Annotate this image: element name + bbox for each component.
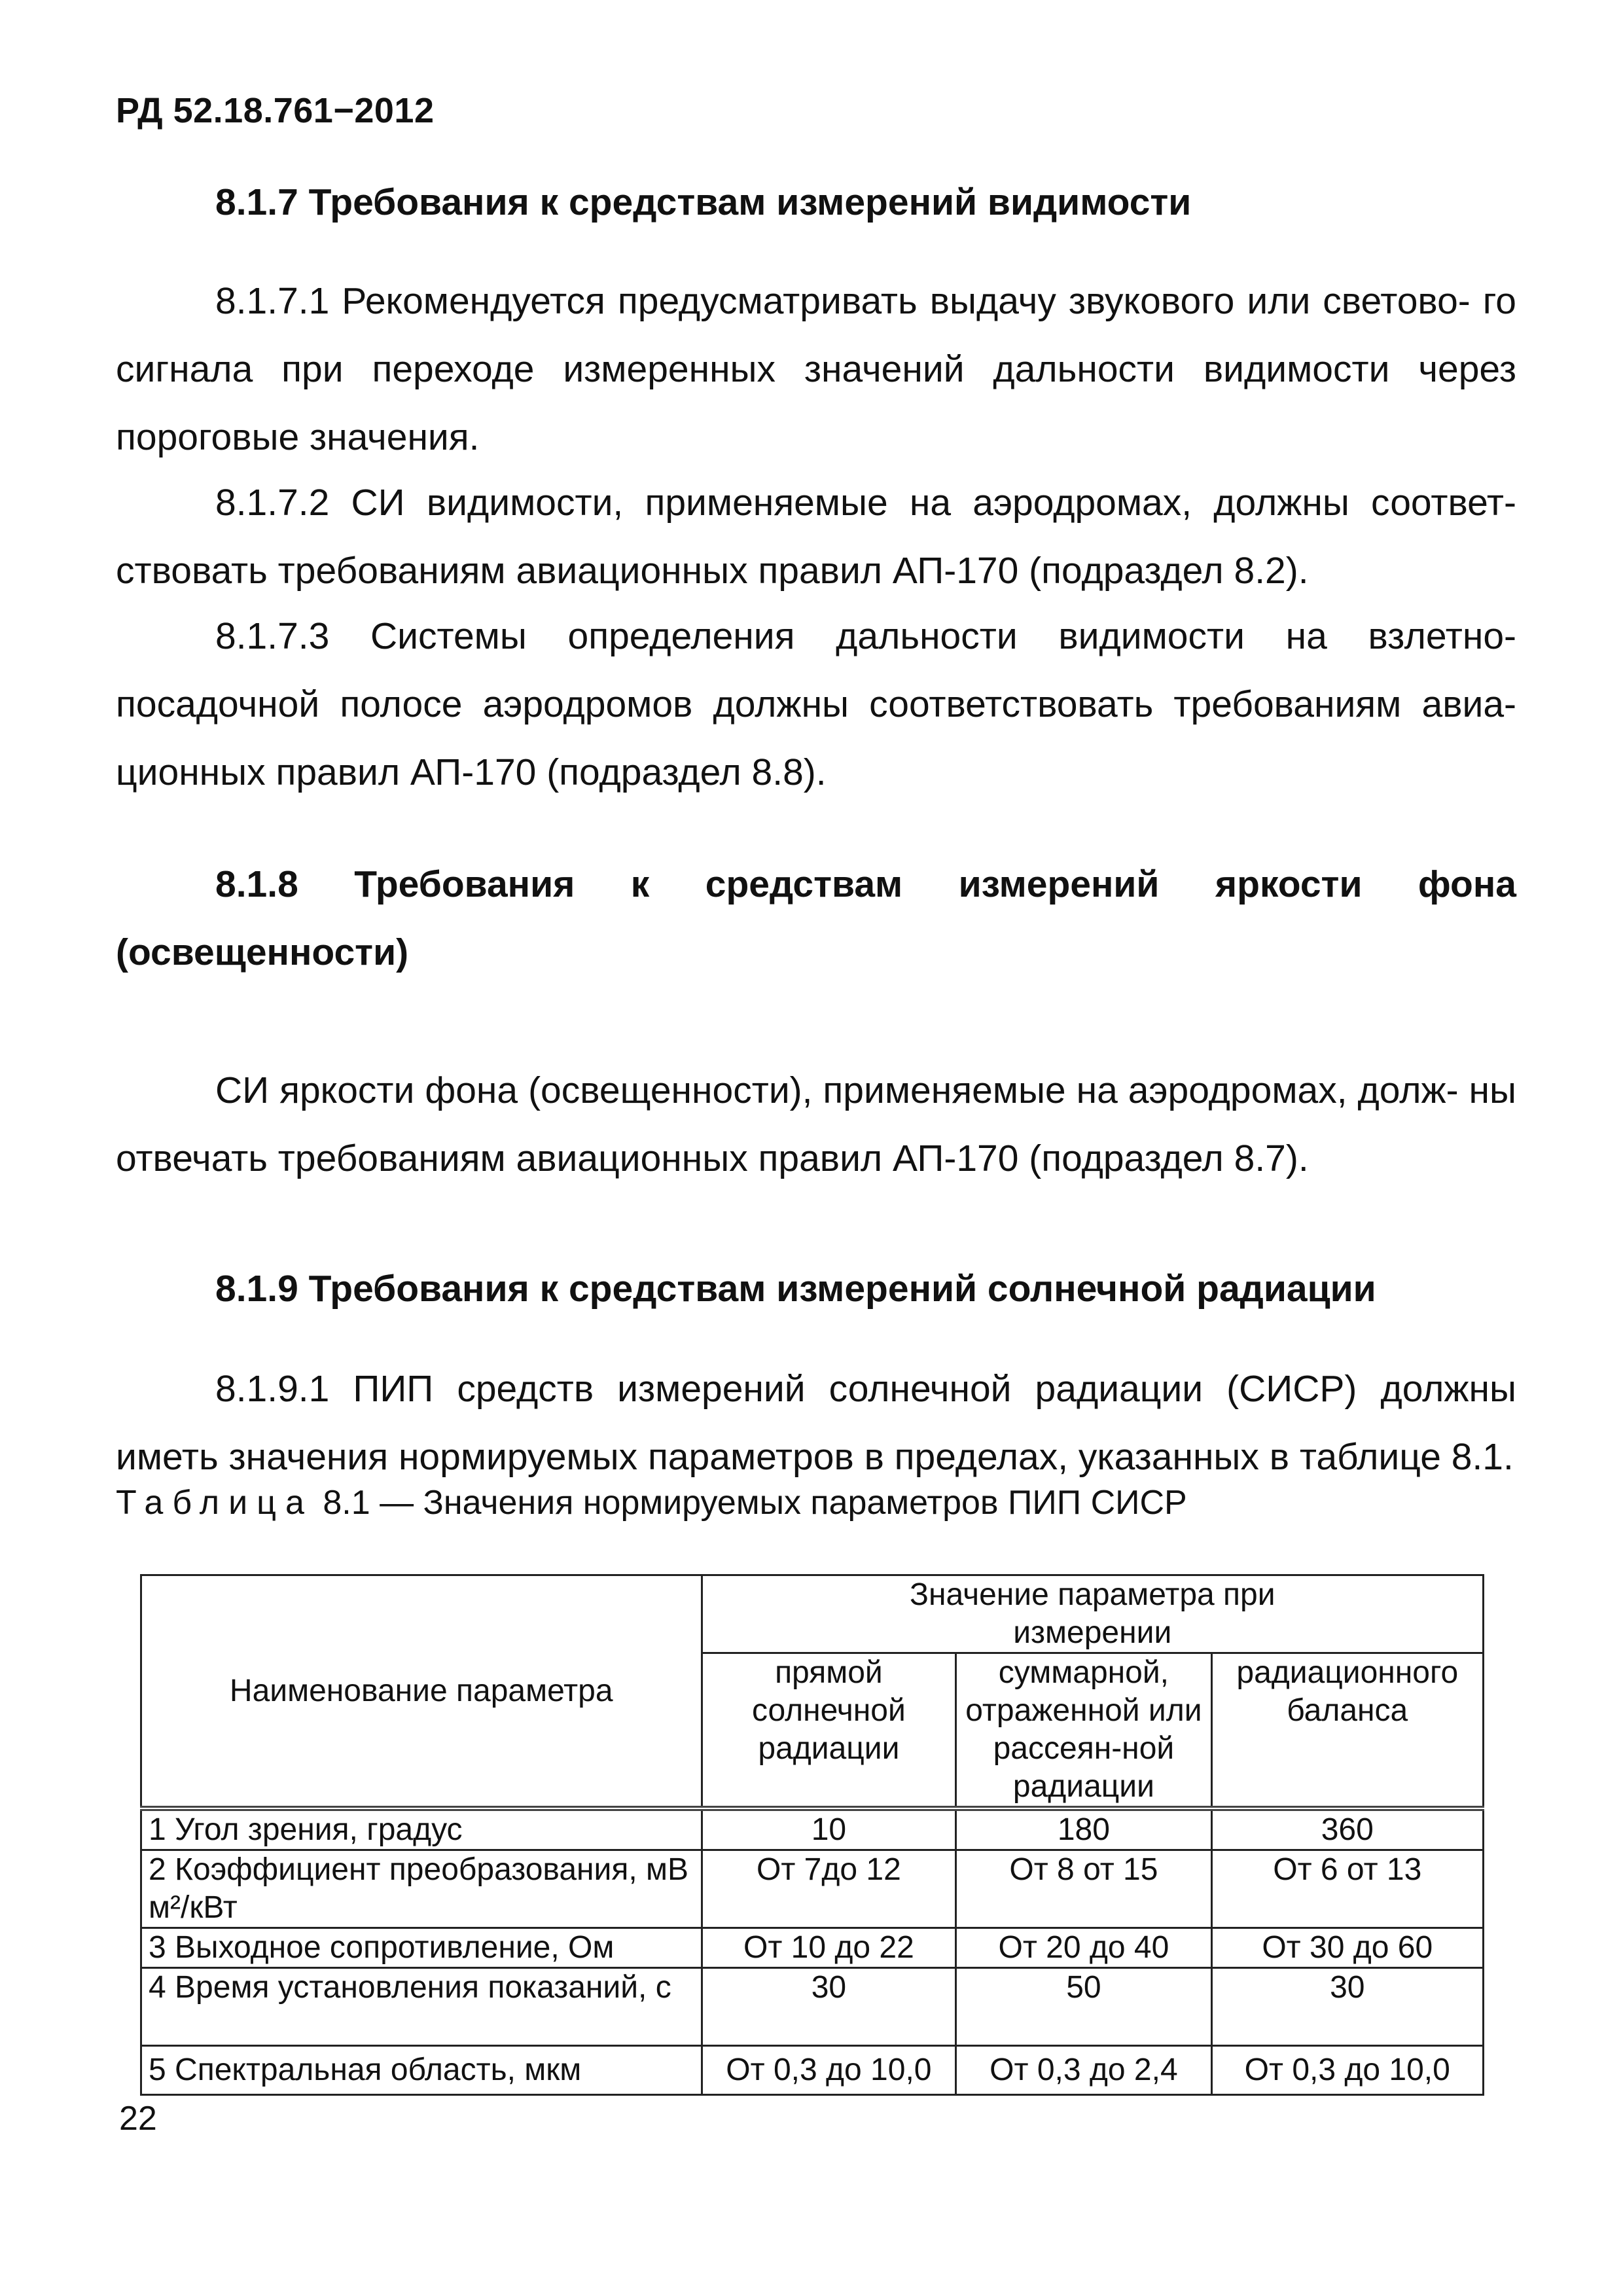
table-row [141, 1808, 1484, 1850]
row-value-total: От 8 от 15 [956, 1850, 1211, 1928]
paragraph-rest: ствовать требованиям авиационных правил АП-170 (подраздел 8.2). [116, 550, 1309, 592]
section-8-1-9-title: 8.1.9 Требования к средствам измерений солнечной радиации [215, 1268, 1376, 1310]
paragraph-lead: 8.1.7.3 Системы определения дальности видимости на взлетно- [215, 615, 1516, 657]
row-value-direct: От 0,3 до 10,0 [702, 2046, 956, 2095]
row-value-balance: От 30 до 60 [1211, 1928, 1483, 1968]
section-8-1-8-title: 8.1.8 Требования к средствам измерений яркости фона [215, 863, 1516, 905]
table-row [141, 1928, 1484, 1968]
table-caption [116, 1483, 1187, 1522]
paragraph-lead: СИ яркости фона (освещенности), применяемые на аэродромах, долж- [215, 1069, 1459, 1111]
row-value-direct: От 10 до 22 [702, 1928, 956, 1968]
table-row [141, 2046, 1484, 2095]
header-parameter-name: Наименование параметра [141, 1575, 702, 1809]
header-direct-radiation: прямой солнечной радиации [702, 1653, 956, 1809]
paragraph-8-1-9-1 [116, 1355, 1516, 1491]
paragraph-rest: иметь значения нормируемых параметров в пределах, указанных в таблице 8.1. [116, 1436, 1514, 1478]
table-caption-text: 8.1 — Значения нормируемых параметров ПИП СИСР [323, 1484, 1187, 1522]
section-8-1-7-title: 8.1.7 Требования к средствам измерений видимости [215, 181, 1192, 223]
row-value-balance: 30 [1211, 1968, 1483, 2046]
paragraph-lead: 8.1.7.2 СИ видимости, применяемые на аэродромах, должны соответ- [215, 482, 1516, 524]
header-radiation-balance: радиационного баланса [1211, 1653, 1483, 1809]
row-name: 2 Коэффициент преобразования, мВ м²/кВт [141, 1850, 702, 1928]
row-value-balance: От 6 от 13 [1211, 1850, 1483, 1928]
row-value-total: 50 [956, 1968, 1211, 2046]
paragraph-rest: ны отвечать требованиям авиационных правил АП-170 (подраздел 8.7). [116, 1069, 1516, 1179]
row-value-total: От 20 до 40 [956, 1928, 1211, 1968]
header-total-radiation: суммарной, отраженной или рассеян-ной радиации [956, 1653, 1211, 1809]
row-value-direct: 30 [702, 1968, 956, 2046]
header-value-group: Значение параметра при измерении [702, 1575, 1484, 1653]
row-value-balance: От 0,3 до 10,0 [1211, 2046, 1483, 2095]
parameters-table [140, 1574, 1484, 2096]
paragraph-8-1-7-2 [116, 469, 1516, 605]
document-id: РД 52.18.761−2012 [116, 91, 435, 130]
table-caption-word: Таблица [116, 1484, 313, 1522]
paragraph-8-1-7-1 [116, 267, 1516, 471]
paragraph-8-1-7-3 [116, 602, 1516, 806]
table-row [141, 1850, 1484, 1928]
paragraph-lead: 8.1.9.1 ПИП средств измерений солнечной радиации (СИСР) должны [215, 1368, 1516, 1410]
paragraph-rest: посадочной полосе аэродромов должны соответствовать требованиям авиа-ционных правил АП-170 (подраздел 8.8). [116, 683, 1516, 793]
row-value-total: 180 [956, 1808, 1211, 1850]
page-number: 22 [119, 2100, 157, 2138]
section-8-1-8-title-rest: (освещенности) [116, 931, 409, 973]
paragraph-lead: 8.1.7.1 Рекомендуется предусматривать выдачу звукового или светово- [215, 280, 1471, 322]
row-name: 1 Угол зрения, градус [141, 1808, 702, 1850]
row-name: 5 Спектральная область, мкм [141, 2046, 702, 2095]
row-name: 3 Выходное сопротивление, Ом [141, 1928, 702, 1968]
row-value-balance: 360 [1211, 1808, 1483, 1850]
row-value-total: От 0,3 до 2,4 [956, 2046, 1211, 2095]
table-row [141, 1968, 1484, 2046]
row-value-direct: 10 [702, 1808, 956, 1850]
row-name: 4 Время установления показаний, с [141, 1968, 702, 2046]
paragraph-rest: го сигнала при переходе измеренных значений дальности видимости через пороговые значения. [116, 280, 1516, 458]
paragraph-8-1-8 [116, 1056, 1516, 1193]
row-value-direct: От 7до 12 [702, 1850, 956, 1928]
